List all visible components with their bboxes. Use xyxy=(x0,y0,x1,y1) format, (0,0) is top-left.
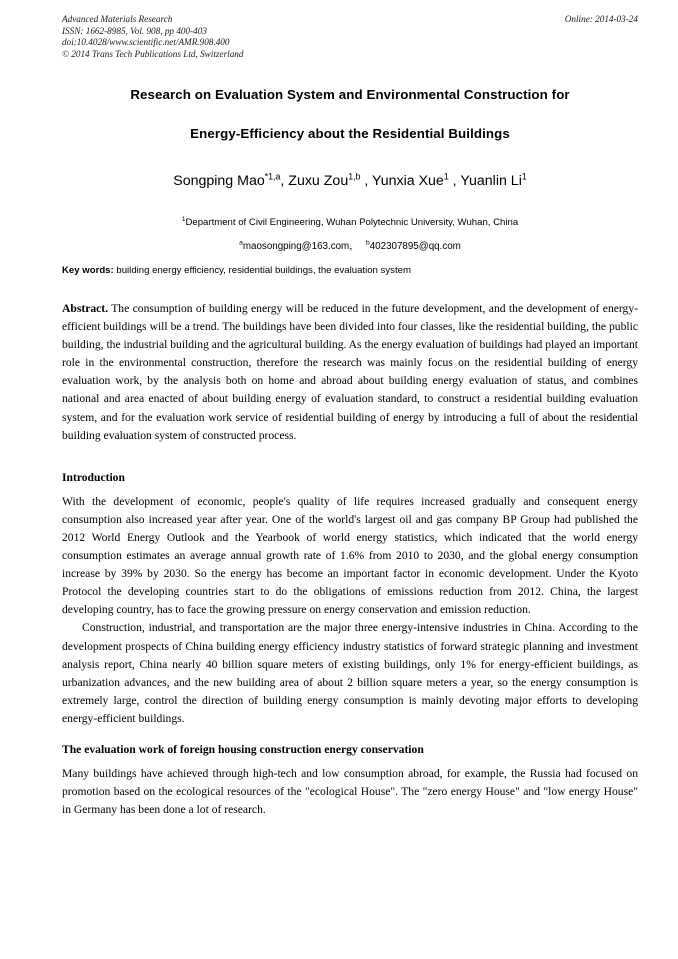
author-sup-4: 1 xyxy=(521,171,527,182)
title-block xyxy=(62,86,638,253)
abstract-label: Abstract. xyxy=(62,302,109,315)
spacer-after-section-2-heading xyxy=(62,758,638,765)
author-sup-2: 1,b xyxy=(348,171,361,182)
title-line-2: Energy-Efficiency about the Residential Buildings xyxy=(190,126,510,141)
online-date: Online: 2014-03-24 xyxy=(564,14,638,24)
journal-name: Advanced Materials Research xyxy=(62,14,173,24)
affiliation-marker: 1 xyxy=(181,215,186,223)
foreign-evaluation-paragraph-1: Many buildings have achieved through high-tech and low consumption abroad, for example, the Russia had focused on promotion based on the ecological resources of the "ecological House". The "zero energy House" and "low energy House" in Germany has been done a lot of research. xyxy=(62,766,638,817)
author-separator-3: , xyxy=(448,173,461,189)
spacer-before-section-2 xyxy=(62,728,638,742)
body-column xyxy=(62,300,638,819)
doi-line: doi:10.4028/www.scientific.net/AMR.908.400 xyxy=(62,37,230,48)
publication-header-row xyxy=(62,14,638,60)
author-separator-2: , xyxy=(360,173,373,189)
section-heading-foreign-evaluation: The evaluation work of foreign housing construction energy conservation xyxy=(62,742,424,756)
keywords-line xyxy=(62,264,638,277)
author-name-3: Yunxia Xue xyxy=(372,173,444,189)
author-separator-1: , xyxy=(280,173,289,189)
affiliation-text: Department of Civil Engineering, Wuhan Polytechnic University, Wuhan, China xyxy=(185,217,519,228)
email-marker-b: b xyxy=(366,239,370,247)
author-list xyxy=(62,172,638,190)
spacer-after-intro-heading xyxy=(62,486,638,493)
introduction-paragraph-2: Construction, industrial, and transportation are the major three energy-intensive industries in China. According to the development prospects of China building energy efficiency industry statistics of forward strategic planning and investment analysis report, China nearly 40 billion square meters of existing buildings, only 1% for energy-efficient buildings, as urbanization advances, and the new building area of about 2 billion square meters a year, so the energy consumption is extremely large, control the direction of building energy consumption is mainly devoting major efforts to developing energy-efficient buildings. xyxy=(62,621,638,725)
email-line xyxy=(62,240,638,253)
publication-header-left xyxy=(62,14,243,60)
abstract-text: The consumption of building energy will be reduced in the future development, and the development of energy-efficient buildings will be a trend. The buildings have been divided into four classes, like the residential building, the public building, the industrial building and the agricultural building. As the energy evaluation of buildings had played an important role in the environmental construction, therefore the research was mainly focus on the residential building of energy evaluation work, by the analysis both on home and abroad about building energy evaluation of status, and combines national and area enacted of about building energy of evaluation standard, to construct a residential building evaluation system, and for the evaluation work service of residential building of energy by introducing a full of about the residential building evaluation system of constructed process. xyxy=(62,302,638,442)
author-sup-3: 1 xyxy=(443,171,449,182)
keywords-label: Key words: xyxy=(62,265,114,276)
abstract-paragraph xyxy=(62,300,638,445)
issn-volume-pages: ISSN: 1662-8985, Vol. 908, pp 400-403 xyxy=(62,25,207,36)
page-title xyxy=(62,86,638,142)
publication-header xyxy=(62,14,638,60)
title-line-1: Research on Evaluation System and Environmental Construction for xyxy=(130,87,570,102)
email-address-b[interactable]: 402307895@qq.com xyxy=(369,241,461,252)
author-sup-1: *1,a xyxy=(264,171,281,182)
author-name-1: Songping Mao xyxy=(173,173,265,189)
section-heading-introduction: Introduction xyxy=(62,470,125,484)
email-marker-a: a xyxy=(239,239,243,247)
author-name-2: Zuxu Zou xyxy=(288,173,349,189)
copyright-line: © 2014 Trans Tech Publications Ltd, Switzerland xyxy=(62,48,244,59)
introduction-paragraph-1: With the development of economic, people's quality of life requires increased gradually and consequent energy consumption also increased year after year. One of the world's largest oil and gas company BP Group had published the 2012 World Energy Outlook and the Yearbook of world energy statistics, which indicated that the world energy consumption estimates an average annual growth rate of 1.6% from 2010 to 2030, and the global energy consumption increase by 39% by 2030. So the energy has become an important factor in economic development. Under the Kyoto Protocol the developing countries start to do the obligations of emissions reduction from 2012. China, the largest developing country, has to face the growing pressure on energy conservation and emission reduction. xyxy=(62,494,638,617)
author-name-4: Yuanlin Li xyxy=(460,173,522,189)
keywords-value: building energy efficiency, residential buildings, the evaluation system xyxy=(113,265,411,276)
affiliation-line xyxy=(62,216,638,229)
email-address-a[interactable]: maosongping@163.com， xyxy=(242,241,360,252)
spacer-after-abstract xyxy=(62,445,638,470)
